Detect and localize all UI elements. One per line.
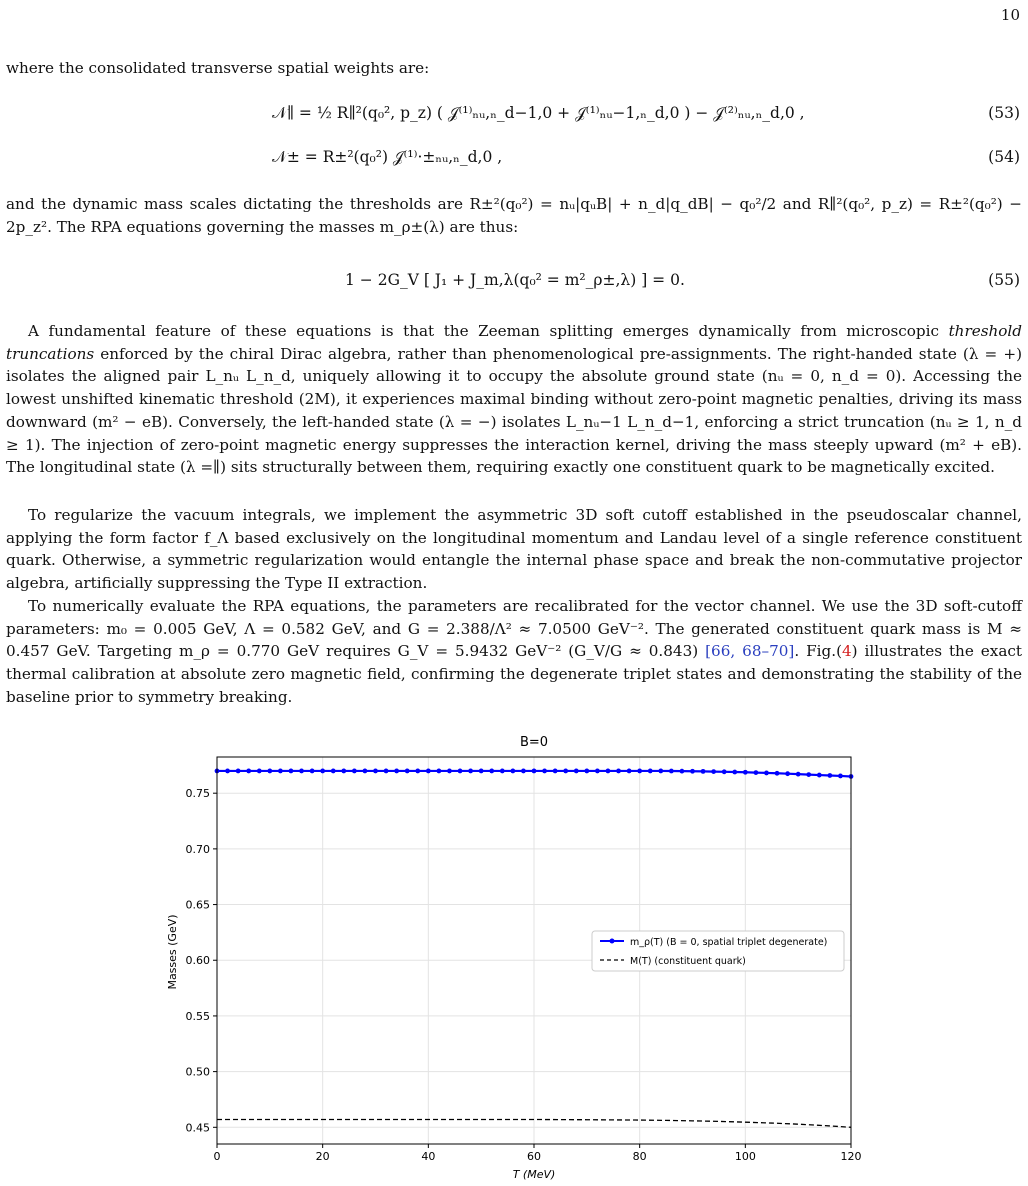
rho-mass-point: [310, 769, 315, 774]
zeeman-text-b: enforced by the chiral Dirac algebra, rather than phenomenological pre-assignments. The right-handed state (λ = +) isolates the aligned pair L_nᵤ L_n_d, uniquely allowing it to occupy the absolute ground state (nᵤ = 0, n_d = 0). Accessing the lowest unshifted kinematic threshold (2M), it experiences maximal binding without zero-point magnetic penalties, driving its mass downward (m² − eB). Conversely, the left-handed state (λ = −) isolates L_nᵤ−1 L_n_d−1, enforcing a strict truncation (nᵤ ≥ 1, n_d ≥ 1). The injection of zero-point magnetic energy suppresses the interaction kernel, driving the mass steeply upward (m² + eB). The longitudinal state (λ =∥) sits structurally between them, requiring exactly one constituent quark to be magnetically excited.: [6, 344, 1022, 477]
thresholds-paragraph: and the dynamic mass scales dictating the thresholds are R±²(q₀²) = nᵤ|qᵤB| + n_d|q_dB| − q₀²/2 and R∥²(q₀², p_z) = R±²(q₀²) − 2p_z². The RPA equations governing the masses m_ρ±(λ) are thus:: [6, 195, 1022, 236]
y-tick-label: 0.55: [185, 1009, 210, 1023]
rho-mass-point: [468, 769, 473, 774]
x-tick-label: 40: [421, 1150, 436, 1163]
rho-mass-point: [320, 769, 325, 774]
eq54-number: (54): [988, 148, 1020, 166]
zeeman-paragraph: [6, 320, 1022, 479]
rho-mass-point: [722, 769, 727, 774]
eq54-lhs: 𝒩± =: [272, 148, 323, 166]
rho-mass-point: [595, 769, 600, 774]
rho-mass-point: [225, 769, 230, 774]
rho-mass-point: [785, 771, 790, 776]
rho-mass-point: [352, 769, 357, 774]
eq53-lhs: 𝒩∥ =: [272, 104, 317, 122]
rho-mass-point: [743, 770, 748, 775]
rho-mass-point: [384, 769, 389, 774]
numeric-paragraph: [6, 595, 1022, 709]
rho-mass-point: [542, 769, 547, 774]
rho-mass-point: [447, 769, 452, 774]
intro-text: where the consolidated transverse spatial weights are:: [6, 59, 430, 77]
rho-mass-point: [669, 769, 674, 774]
rho-mass-point: [532, 769, 537, 774]
rho-mass-point: [690, 769, 695, 774]
rho-mass-point: [500, 769, 505, 774]
x-axis-label: T (MeV): [512, 1168, 556, 1181]
rho-mass-point: [415, 769, 420, 774]
chart-title: B=0: [519, 735, 549, 750]
rho-mass-point: [817, 773, 822, 778]
numeric-text-c: ) illustrates the exact thermal calibration at absolute zero magnetic field, confirming the degenerate triplet states and demonstrating the stability of the baseline prior to symmetry breaking.: [6, 642, 1023, 706]
y-tick-label: 0.75: [185, 787, 210, 801]
page-number: 10: [1000, 6, 1020, 24]
rho-mass-point: [796, 772, 801, 777]
y-tick-label: 0.50: [185, 1065, 210, 1079]
rho-mass-point: [341, 769, 346, 774]
rho-mass-point: [658, 769, 663, 774]
rho-mass-point: [648, 769, 653, 774]
rho-mass-point: [405, 769, 410, 774]
equation-55: [0, 271, 1028, 299]
rho-mass-point: [479, 769, 484, 774]
eq55-body: 1 − 2G_V [ J₁ + J_m,λ(q₀² = m²_ρ±,λ) ] = 0.: [345, 271, 685, 289]
rho-mass-point: [627, 769, 632, 774]
numeric-text-b: . Fig.(: [794, 642, 842, 661]
rho-mass-point: [754, 770, 759, 775]
rho-mass-point: [458, 769, 463, 774]
zeeman-emphasis: threshold truncations: [6, 322, 1022, 363]
rho-mass-point: [236, 769, 241, 774]
rho-mass-point: [437, 769, 442, 774]
eq54-rhs: R±²(q₀²) 𝒥⁽¹⁾·±ₙᵤ,ₙ_d,0 ,: [322, 148, 503, 166]
x-tick-label: 20: [315, 1150, 330, 1163]
x-tick-label: 100: [734, 1150, 756, 1163]
x-tick-label: 0: [213, 1150, 221, 1163]
zeeman-text-a: A fundamental feature of these equations is that the Zeeman splitting emerges dynamically from microscopic: [28, 322, 949, 340]
rho-mass-point: [574, 769, 579, 774]
rho-mass-point: [584, 769, 589, 774]
rho-mass-point: [616, 769, 621, 774]
rho-mass-point: [299, 769, 304, 774]
numeric-text-a: To numerically evaluate the RPA equations, the parameters are recalibrated for the vector channel. We use the 3D soft-cutoff parameters: m₀ = 0.005 GeV, Λ = 0.582 GeV, and G = 2.388/Λ² ≈ 7.0500 GeV⁻². The generated constituent quark mass is M ≈ 0.457 GeV. Targeting m_ρ = 0.770 GeV requires G_V = 5.9432 GeV⁻² (G_V/G ≈ 0.843): [6, 597, 1022, 661]
rho-mass-point: [257, 769, 262, 774]
eq55-number: (55): [988, 271, 1020, 289]
y-tick-label: 0.45: [185, 1121, 210, 1135]
rho-mass-point: [680, 769, 685, 774]
rho-mass-point: [732, 770, 737, 775]
legend-label-rho: m_ρ(T) (B = 0, spatial triplet degenerate): [630, 937, 828, 948]
figure-ref-link[interactable]: 4: [842, 642, 852, 661]
rho-mass-point: [489, 769, 494, 774]
rho-mass-point: [827, 773, 832, 778]
legend-label-quark: M(T) (constituent quark): [630, 956, 746, 967]
rho-mass-point: [246, 769, 251, 774]
x-tick-label: 120: [840, 1150, 862, 1163]
rho-mass-point: [426, 769, 431, 774]
equation-54: [0, 148, 1028, 176]
rho-mass-point: [711, 769, 716, 774]
rho-mass-point: [775, 771, 780, 776]
rho-mass-point: [606, 769, 611, 774]
rho-mass-point: [838, 774, 843, 779]
regularize-paragraph: To regularize the vacuum integrals, we implement the asymmetric 3D soft cutoff established in the pseudoscalar channel, applying the form factor f_Λ based exclusively on the longitudinal momentum and Landau level of a single reference constituent quark. Otherwise, a symmetric regularization would entangle the internal phase space and break the non-commutative projector algebra, artificially suppressing the Type II extraction.: [6, 506, 1022, 593]
rho-mass-point: [563, 769, 568, 774]
rho-mass-point: [764, 771, 769, 776]
x-tick-label: 60: [527, 1150, 541, 1163]
rho-mass-point: [394, 769, 399, 774]
rho-mass-point: [510, 769, 515, 774]
rho-mass-point: [553, 769, 558, 774]
rho-mass-point: [331, 769, 336, 774]
rho-mass-point: [373, 769, 378, 774]
y-tick-label: 0.65: [185, 898, 210, 912]
rho-mass-point: [278, 769, 283, 774]
rho-mass-point: [806, 772, 811, 777]
equation-53: [0, 104, 1028, 132]
eq53-rhs: ½ R∥²(q₀², p_z) ( 𝒥⁽¹⁾ₙᵤ,ₙ_d−1,0 + 𝒥⁽¹⁾ₙᵤ−1,ₙ_d,0 ) − 𝒥⁽²⁾ₙᵤ,ₙ_d,0 ,: [316, 104, 805, 122]
citation-link[interactable]: [66, 68–70]: [705, 642, 795, 661]
y-tick-label: 0.70: [185, 842, 210, 856]
legend: [592, 931, 844, 971]
rho-mass-point: [637, 769, 642, 774]
x-tick-label: 80: [632, 1150, 647, 1163]
rho-mass-point: [289, 769, 294, 774]
eq53-number: (53): [988, 104, 1020, 122]
rho-mass-point: [521, 769, 526, 774]
ticks: [186, 787, 862, 1163]
rho-mass-point: [267, 769, 272, 774]
y-tick-label: 0.60: [185, 954, 210, 968]
mass-temperature-chart: [0, 726, 1028, 1186]
rho-mass-point: [363, 769, 368, 774]
rho-mass-point: [701, 769, 706, 774]
legend-marker-rho: [610, 939, 615, 944]
y-axis-label: Masses (GeV): [166, 914, 179, 990]
